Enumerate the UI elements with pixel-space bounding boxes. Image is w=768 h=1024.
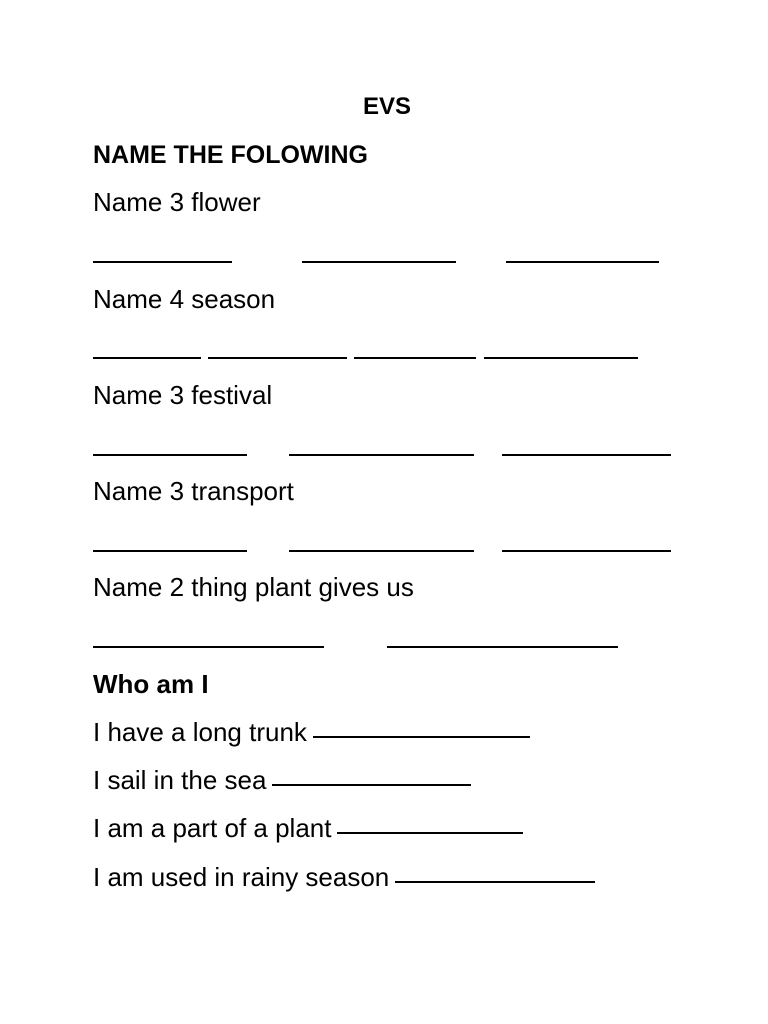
riddle-row: [93, 716, 530, 748]
question-transport: Name 3 transport: [93, 476, 294, 506]
answer-blank[interactable]: [313, 736, 530, 738]
riddle-text: I am used in rainy season: [93, 862, 390, 892]
question-seasons: Name 4 season: [93, 284, 276, 314]
question-plant-gives: Name 2 thing plant gives us: [93, 572, 414, 602]
answer-blank[interactable]: [337, 832, 523, 834]
riddle-text: I am a part of a plant: [93, 813, 332, 843]
section-heading-who-am-i: Who am I: [93, 669, 209, 699]
section-heading-name-the-following: NAME THE FOLOWING: [93, 141, 368, 169]
answer-blank[interactable]: [502, 550, 671, 552]
answer-blank[interactable]: [289, 454, 474, 456]
answer-blank[interactable]: [302, 261, 456, 263]
answer-blank[interactable]: [395, 881, 595, 883]
answer-blank[interactable]: [289, 550, 474, 552]
page-title: EVS: [362, 93, 412, 120]
answer-blank[interactable]: [93, 357, 201, 359]
question-festivals: Name 3 festival: [93, 380, 273, 410]
answer-blank[interactable]: [502, 454, 671, 456]
riddle-text: I have a long trunk: [93, 717, 307, 747]
riddle-text: I sail in the sea: [93, 765, 267, 795]
answer-blank[interactable]: [272, 784, 471, 786]
answer-blank[interactable]: [93, 550, 247, 552]
answer-blank[interactable]: [93, 261, 232, 263]
riddle-row: [93, 861, 595, 893]
answer-blank[interactable]: [354, 357, 476, 359]
answer-blank[interactable]: [93, 454, 247, 456]
riddle-row: [93, 764, 471, 796]
answer-blank[interactable]: [484, 357, 638, 359]
riddle-row: [93, 812, 523, 844]
answer-blank[interactable]: [93, 646, 324, 648]
answer-blank[interactable]: [208, 357, 347, 359]
answer-blank[interactable]: [387, 646, 618, 648]
question-flowers: Name 3 flower: [93, 187, 261, 217]
answer-blank[interactable]: [506, 261, 659, 263]
